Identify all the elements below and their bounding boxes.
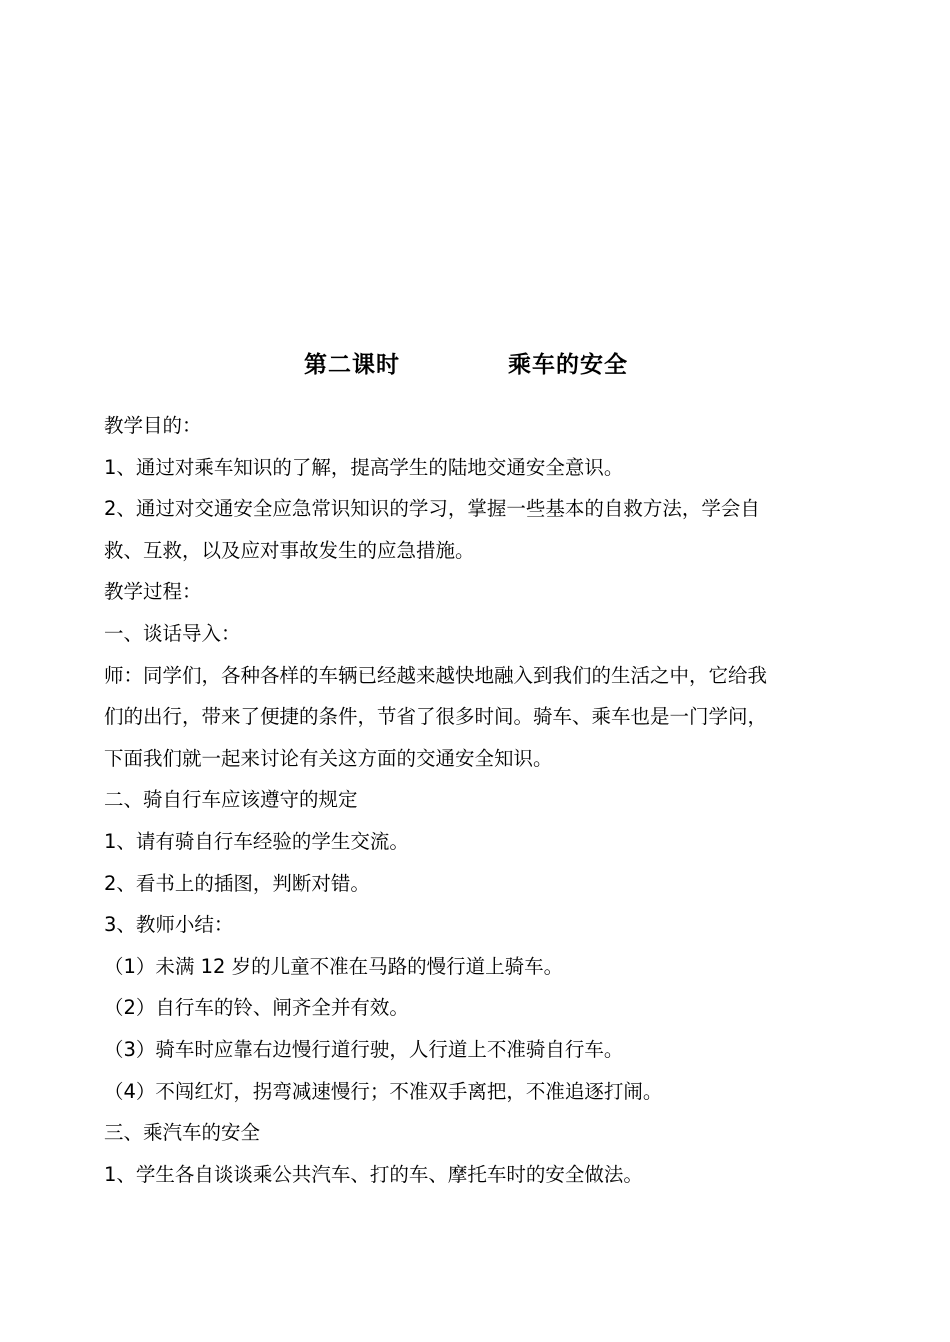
paragraph-line: 们的出行，带来了便捷的条件，节省了很多时间。骑车、乘车也是一门学问，	[104, 705, 768, 729]
paragraph-line: 下面我们就一起来讨论有关这方面的交通安全知识。	[104, 746, 553, 770]
subsection-heading: 三、乘汽车的安全	[104, 1121, 261, 1145]
rule-item: （4）不闯红灯，拐弯减速慢行；不准双手离把，不准追逐打闹。	[104, 1079, 663, 1103]
rule-item: （3）骑车时应靠右边慢行道行驶，人行道上不准骑自行车。	[104, 1037, 624, 1061]
list-item: 3、教师小结：	[104, 913, 234, 937]
paragraph-line: 师：同学们，各种各样的车辆已经越来越快地融入到我们的生活之中，它给我	[104, 663, 768, 687]
rule-item: （2）自行车的铃、闸齐全并有效。	[104, 996, 409, 1020]
objective-item: 2、通过对交通安全应急常识知识的学习，掌握一些基本的自救方法，学会自	[104, 497, 760, 521]
lesson-topic: 乘车的安全	[508, 352, 628, 378]
subsection-heading: 一、谈话导入：	[104, 621, 241, 645]
rule-item: （1）未满 12 岁的儿童不准在马路的慢行道上骑车。	[104, 954, 564, 978]
subsection-heading: 二、骑自行车应该遵守的规定	[104, 788, 358, 812]
list-item: 1、请有骑自行车经验的学生交流。	[104, 829, 409, 853]
section-heading-objectives: 教学目的：	[104, 414, 202, 437]
document-body	[104, 405, 854, 1195]
list-item: 2、看书上的插图，判断对错。	[104, 871, 370, 895]
list-item: 1、学生各自谈谈乘公共汽车、打的车、摩托车时的安全做法。	[104, 1162, 643, 1186]
section-heading-process: 教学过程：	[104, 580, 202, 604]
objective-item: 1、通过对乘车知识的了解，提高学生的陆地交通安全意识。	[104, 455, 624, 479]
lesson-number: 第二课时	[304, 352, 400, 378]
lesson-title	[0, 346, 950, 386]
objective-item-continued: 救、互救，以及应对事故发生的应急措施。	[104, 538, 475, 562]
